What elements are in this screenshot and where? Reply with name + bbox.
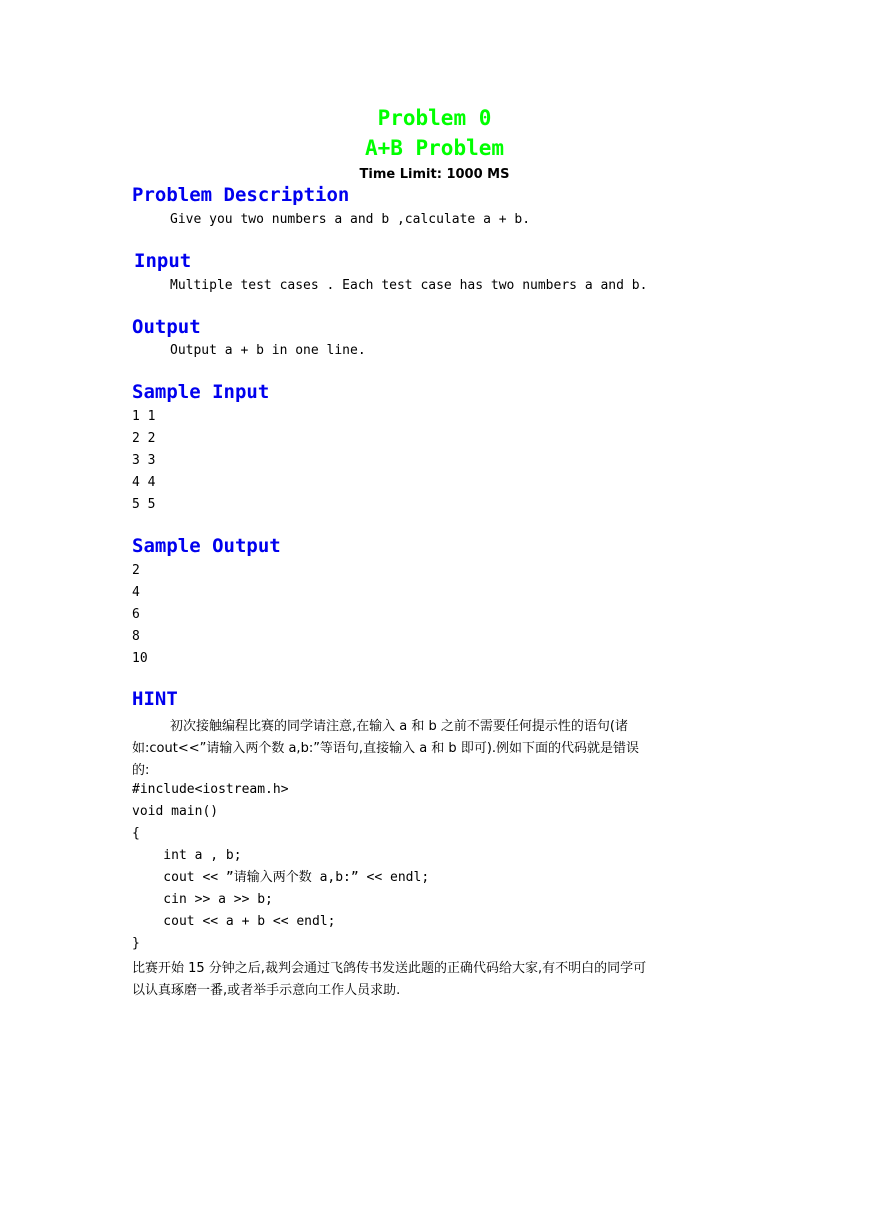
code-line: #include<iostream.h> <box>132 782 289 797</box>
sample-output-line: 4 <box>132 585 140 600</box>
code-line: cout << a + b << endl; <box>132 914 336 929</box>
problem-number-title: Problem 0 <box>377 106 492 130</box>
hint-heading: HINT <box>132 688 178 710</box>
sample-output-line: 2 <box>132 563 140 578</box>
time-limit: Time Limit: 1000 MS <box>359 167 510 182</box>
sample-output-heading: Sample Output <box>132 535 281 557</box>
code-line: { <box>132 826 140 841</box>
hint-after-line: 比赛开始 15 分钟之后,裁判会通过飞鸽传书发送此题的正确代码给大家,有不明白的同学可 <box>132 961 647 976</box>
code-line: cin >> a >> b; <box>132 892 273 907</box>
hint-paragraph-line: 的: <box>132 763 150 778</box>
sample-output-line: 6 <box>132 607 140 622</box>
hint-code-block <box>132 779 429 955</box>
output-heading: Output <box>132 316 201 338</box>
sample-output-line: 8 <box>132 629 140 644</box>
code-line: void main() <box>132 804 219 819</box>
sample-output-block <box>132 560 148 670</box>
problem-name: A+B Problem <box>364 136 505 160</box>
sample-input-line: 5 5 <box>132 497 156 512</box>
sample-input-line: 3 3 <box>132 453 156 468</box>
sample-input-line: 1 1 <box>132 409 156 424</box>
code-line: } <box>132 936 140 951</box>
sample-input-block <box>132 406 155 516</box>
sample-input-heading: Sample Input <box>132 381 270 403</box>
hint-after-line: 以认真琢磨一番,或者举手示意向工作人员求助. <box>132 983 401 998</box>
sample-output-line: 10 <box>132 651 148 666</box>
description-text: Give you two numbers a and b ,calculate a + b. <box>170 212 531 227</box>
hint-paragraph-line: 如:cout<<”请输入两个数 a,b:”等语句,直接输入 a 和 b 即可).例如下面的代码就是错误 <box>132 741 640 756</box>
input-heading: Input <box>134 250 192 272</box>
output-text: Output a + b in one line. <box>170 343 366 358</box>
hint-paragraph-line: 初次接触编程比赛的同学请注意,在输入 a 和 b 之前不需要任何提示性的语句(诸 <box>170 719 628 734</box>
code-line: int a , b; <box>132 848 242 863</box>
sample-input-line: 2 2 <box>132 431 156 446</box>
input-text: Multiple test cases . Each test case has two numbers a and b. <box>170 278 648 293</box>
code-line: cout << ”请输入两个数 a,b:” << endl; <box>132 870 430 885</box>
description-heading: Problem Description <box>132 184 350 206</box>
sample-input-line: 4 4 <box>132 475 156 490</box>
